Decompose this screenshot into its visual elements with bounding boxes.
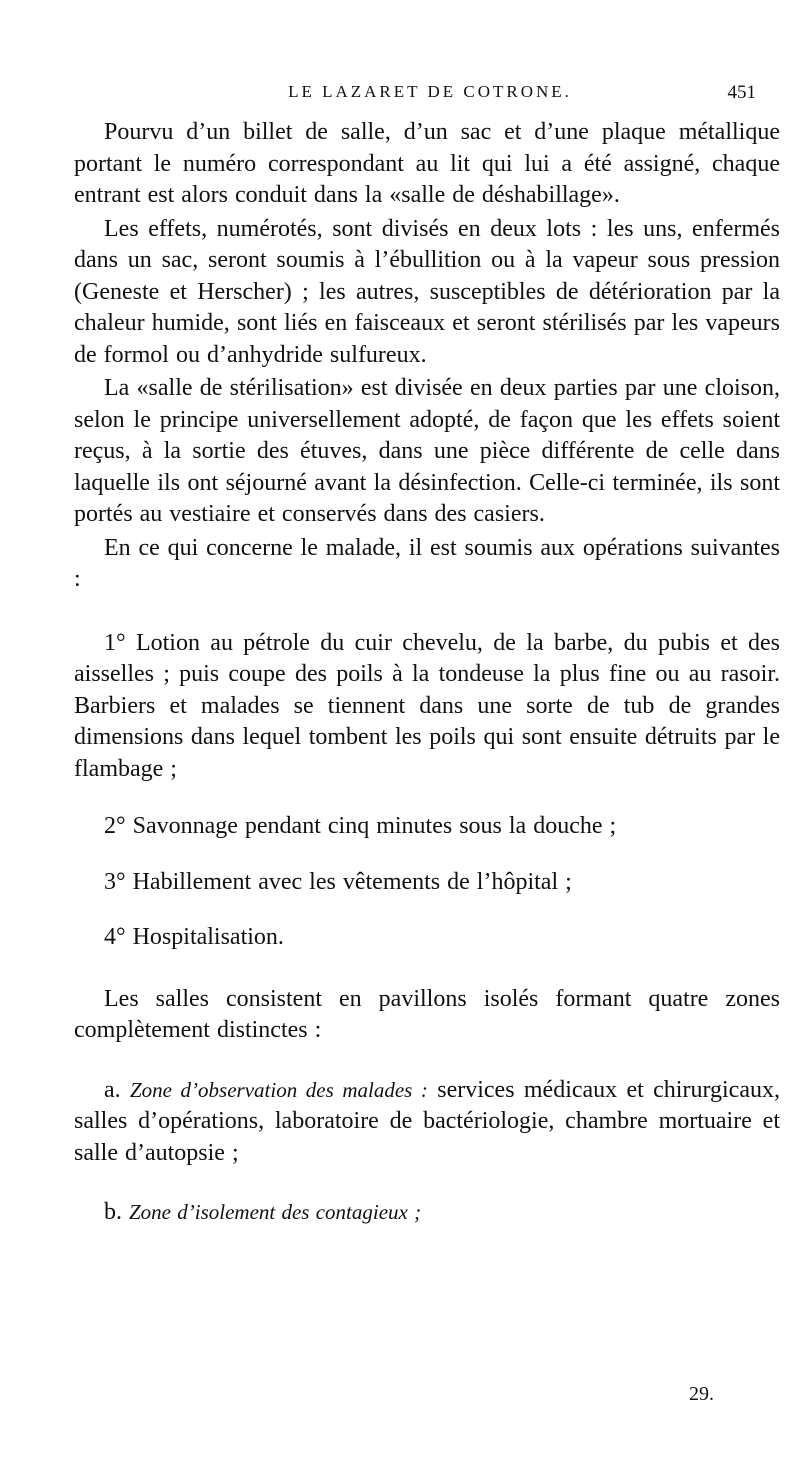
zone-b [74,1197,780,1229]
operation-savonnage: 2° Savonnage pendant cinq minutes sous la douche ; [104,813,617,839]
running-title: LE LAZARET DE COTRONE. [288,82,572,101]
paragraph-salles: Les salles consistent en pavillons isolés formant quatre zones complètement distinctes : [74,985,780,1043]
zone-a-text: services médicaux et chirurgicaux, salles d’opérations, laboratoire de bactériologie, chambre mortuaire et salle d’autopsie ; [74,1076,780,1166]
signature-mark: 29. [689,1383,714,1405]
operation-hospitalisation: 4° Hospitalisation. [104,924,284,950]
operation-lotion: 1° Lotion au pétrole du cuir chevelu, de la barbe, du pubis et des aisselles ; puis coupe des poils à la tondeuse la plus fine ou au rasoir. Barbiers et malades se tiennent dans une sorte de tub de grandes dimensions dans lequel tombent les poils qui sont ensuite détruits par le flambage ; [74,629,780,782]
running-head [72,82,762,106]
paragraph-effets: Les effets, numérotés, sont divisés en deux lots : les uns, enfermés dans un sac, seront soumis à l’ébullition ou à la vapeur sous pression (Geneste et Herscher) ; les autres, susceptibles de détérioration par la chaleur humide, sont liés en faisceaux et seront stérilisés par les vapeurs de formol ou d’anhydride sulfureux. [74,215,780,368]
paragraph-sterilisation: La «salle de stérilisation» est divisée en deux parties par une cloison, selon le principe universellement adopté, de façon que les effets soient reçus, à la sortie des étuves, dans une pièce différente de celle dans laquelle ils ont séjourné avant la désinfection. Celle-ci terminée, ils sont portés au vestiaire et conservés dans des casiers. [74,375,780,527]
body-text [74,117,780,1229]
paragraph-billet: Pourvu d’un billet de salle, d’un sac et d’une plaque métallique portant le numéro correspondant au lit qui lui a été assigné, chaque entrant est alors conduit dans la «salle de déshabillage». [74,119,780,208]
zone-a [74,1075,780,1170]
zone-b-letter: b. [104,1199,122,1225]
page-number: 451 [727,82,756,103]
paragraph-malade: En ce qui concerne le malade, il est soumis aux opérations suivantes : [74,534,780,592]
zone-a-title: Zone d’observation des malades : [129,1077,428,1102]
zone-a-letter: a. [104,1076,121,1103]
operation-habillement: 3° Habillement avec les vêtements de l’hôpital ; [104,868,572,895]
zone-b-title: Zone d’isolement des contagieux ; [129,1200,422,1224]
